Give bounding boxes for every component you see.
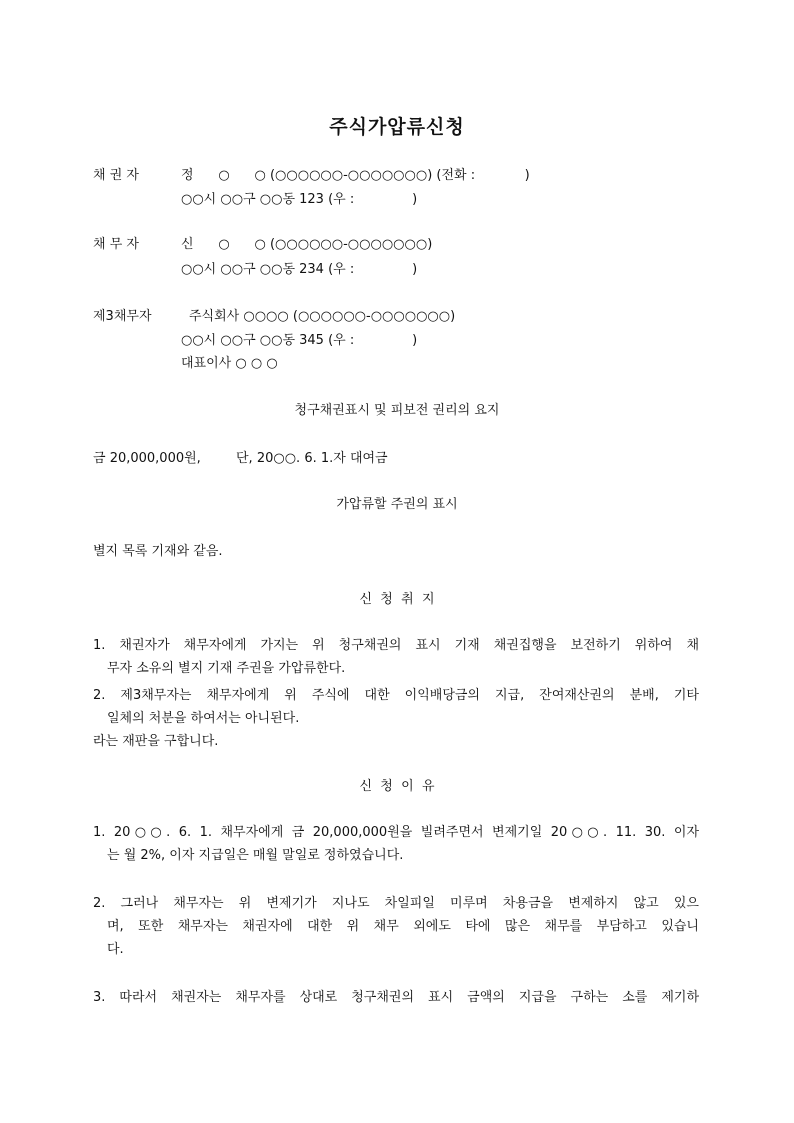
reason-item-3-line-1: 3. 따라서 채권자는 채무자를 상대로 청구채권의 표시 금액의 지급을 구하는 소를 제기하 [93, 990, 699, 1005]
reason-item-2 [93, 892, 699, 961]
creditor-name-line: 정 ○ ○ (○○○○○○-○○○○○○○) (전화 : ) [181, 168, 530, 183]
claim-note: 단, 20○○. 6. 1.자 대여금 [236, 451, 388, 466]
third-debtor-representative-line: 대표이사 ○ ○ ○ [181, 356, 278, 371]
creditor-label: 채 권 자 [93, 168, 139, 183]
purpose-item-2 [93, 684, 699, 730]
reason-item-2-line-3: 다. [107, 942, 124, 957]
claim-heading: 청구채권표시 및 피보전 권리의 요지 [294, 403, 500, 418]
third-debtor-name-line: 주식회사 ○○○○ (○○○○○○-○○○○○○○) [189, 309, 456, 324]
reason-item-1-line-1: 1. 20○○. 6. 1. 채무자에게 금 20,000,000원을 빌려주면서 변제기일 20○○. 11. 30. 이자 [93, 825, 699, 840]
page-title: 주식가압류신청 [329, 116, 465, 138]
debtor-label: 채 무 자 [93, 237, 139, 252]
debtor-address-line: ○○시 ○○구 ○○동 234 (우 : ) [181, 262, 418, 277]
purpose-item-2-line-2: 일체의 처분을 하여서는 아니된다. [107, 711, 300, 726]
shares-heading: 가압류할 주권의 표시 [336, 497, 458, 512]
debtor-name-line: 신 ○ ○ (○○○○○○-○○○○○○○) [181, 237, 433, 252]
creditor-address-line: ○○시 ○○구 ○○동 123 (우 : ) [181, 192, 418, 207]
third-debtor-address-line: ○○시 ○○구 ○○동 345 (우 : ) [181, 333, 418, 348]
reason-item-2-line-2: 며, 또한 채무자는 채권자에 대한 위 채무 외에도 타에 많은 채무를 부담하고 있습니 [107, 919, 699, 934]
purpose-closing: 라는 재판을 구합니다. [93, 734, 219, 749]
claim-amount: 금 20,000,000원, [93, 451, 201, 466]
purpose-item-1-line-2: 무자 소유의 별지 기재 주권을 가압류한다. [107, 661, 346, 676]
reason-item-1-line-2: 는 월 2%, 이자 지급일은 매월 말일로 정하였습니다. [107, 848, 404, 863]
shares-body: 별지 목록 기재와 같음. [93, 544, 223, 559]
reason-item-2-line-1: 2. 그러나 채무자는 위 변제기가 지나도 차일피일 미루며 차용금을 변제하지 않고 있으 [93, 896, 699, 911]
purpose-heading: 신 청 취 지 [359, 592, 435, 607]
reason-item-1 [93, 821, 699, 867]
purpose-item-1 [93, 634, 699, 680]
reason-item-3 [93, 986, 699, 1009]
purpose-item-2-line-1: 2. 제3채무자는 채무자에게 위 주식에 대한 이익배당금의 지급, 잔여재산권의 분배, 기타 [93, 688, 699, 703]
third-debtor-label: 제3채무자 [93, 309, 152, 324]
reason-heading: 신 청 이 유 [359, 779, 435, 794]
purpose-item-1-line-1: 1. 채권자가 채무자에게 가지는 위 청구채권의 표시 기재 채권집행을 보전하기 위하여 채 [93, 638, 699, 653]
